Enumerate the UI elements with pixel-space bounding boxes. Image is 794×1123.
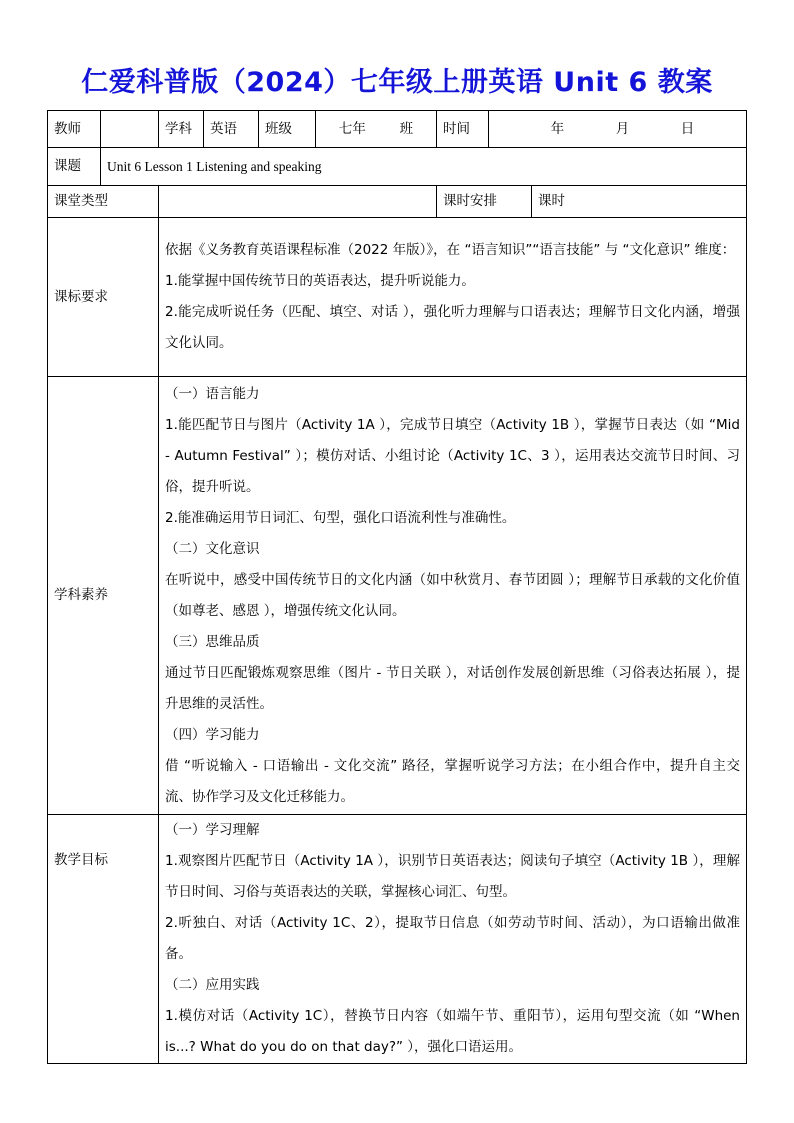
grade-text: 七年 — [338, 120, 366, 137]
topic-row — [48, 148, 747, 186]
standards-line: 2.能完成听说任务（匹配、填空、对话 ），强化听力理解与口语表达；理解节日文化内涵，增强文化认同。 — [165, 304, 740, 351]
literacy-row — [48, 377, 747, 815]
literacy-label: 学科素养 — [48, 377, 159, 815]
class-suffix: 班 — [399, 120, 414, 137]
type-row — [48, 186, 747, 218]
period-label: 课时 — [532, 186, 747, 218]
section-heading: （一）语言能力 — [165, 385, 260, 402]
literacy-line: 2.能准确运用节日词汇、句型，强化口语流利性与准确性。 — [165, 509, 516, 526]
topic-label: 课题 — [48, 148, 101, 186]
class-type-value — [159, 186, 437, 218]
subject-value: 英语 — [204, 111, 259, 148]
page-title: 仁爱科普版（2024）七年级上册英语 Unit 6 教案 — [81, 67, 713, 98]
class-label: 班级 — [259, 111, 316, 148]
literacy-line: 通过节日匹配锻炼观察思维（图片 - 节日关联 ），对话创作发展创新思维（习俗表达拓展 ），提升思维的灵活性。 — [165, 664, 740, 712]
date-year: 年 — [550, 120, 565, 137]
standards-line: 依据《义务教育英语课程标准（2022 年版）》，在 “语言知识”“语言技能” 与 “文化意识” 维度： — [165, 242, 736, 258]
objectives-label: 教学目标 — [48, 815, 159, 1064]
schedule-label: 课时安排 — [437, 186, 532, 218]
objectives-row — [48, 815, 747, 1064]
date-month: 月 — [615, 120, 630, 137]
objective-line: 1.观察图片匹配节日（Activity 1A ），识别节日英语表达；阅读句子填空（Activity 1B ），理解节日时间、习俗与英语表达的关联，掌握核心词汇、句型。 — [165, 853, 740, 900]
standards-label: 课标要求 — [48, 218, 159, 377]
class-type-label: 课堂类型 — [48, 186, 159, 218]
literacy-line: 1.能匹配节日与图片（Activity 1A ），完成节日填空（Activity 1B ），掌握节日表达（如 “Mid - Autumn Festival” ）；模仿对话、小组讨论（Activity 1C、3 ），运用表达交流节日时间、习俗，提升听说。 — [165, 416, 740, 495]
section-heading: （二）应用实践 — [165, 977, 260, 993]
section-heading: （四）学习能力 — [165, 726, 260, 743]
lesson-plan-table — [47, 110, 747, 1064]
teacher-value — [101, 111, 159, 148]
objective-line: 1.模仿对话（Activity 1C），替换节日内容（如端午节、重阳节），运用句型交流（如 “When is...? What do you do on that day?” ），强化口语运用。 — [165, 1008, 740, 1055]
subject-label: 学科 — [159, 111, 204, 148]
section-heading: （二）文化意识 — [165, 540, 260, 557]
standards-content — [159, 218, 747, 377]
section-heading: （一）学习理解 — [165, 822, 260, 838]
teacher-label: 教师 — [48, 111, 101, 148]
time-label: 时间 — [437, 111, 489, 148]
objectives-content — [159, 815, 747, 1064]
topic-value: Unit 6 Lesson 1 Listening and speaking — [101, 148, 747, 186]
class-value — [316, 111, 437, 148]
literacy-line: 借 “听说输入 - 口语输出 - 文化交流” 路径，掌握听说学习方法；在小组合作中，提升自主交流、协作学习及文化迁移能力。 — [165, 757, 740, 805]
literacy-content — [159, 377, 747, 815]
objective-line: 2.听独白、对话（Activity 1C、2），提取节日信息（如劳动节时间、活动），为口语输出做准备。 — [165, 915, 740, 962]
section-heading: （三）思维品质 — [165, 633, 260, 650]
literacy-line: 在听说中，感受中国传统节日的文化内涵（如中秋赏月、春节团圆 ）；理解节日承载的文化价值（如尊老、感恩 ），增强传统文化认同。 — [165, 571, 740, 619]
date-day: 日 — [680, 120, 695, 137]
date-value — [489, 111, 747, 148]
info-row — [48, 111, 747, 148]
standards-line: 1.能掌握中国传统节日的英语表达，提升听说能力。 — [165, 273, 475, 289]
standards-row — [48, 218, 747, 377]
